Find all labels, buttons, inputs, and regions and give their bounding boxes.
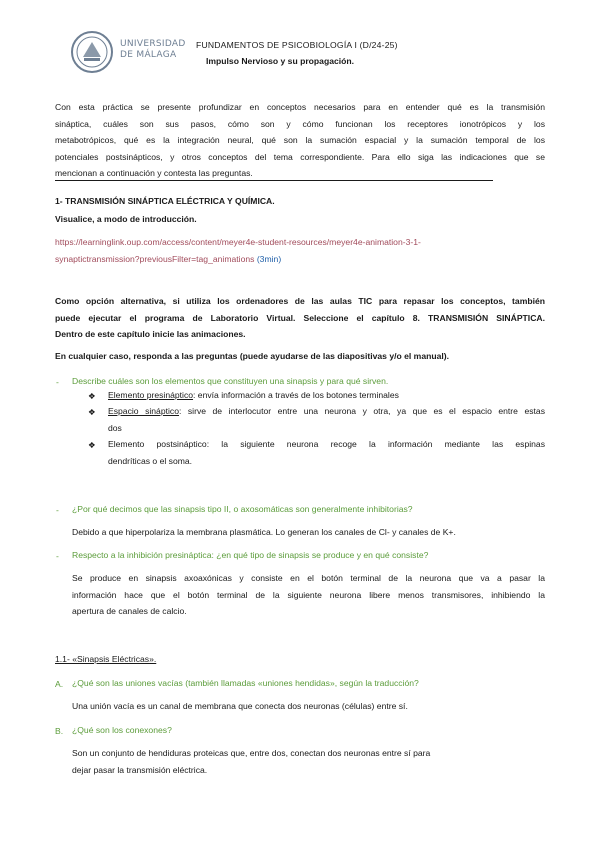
practice-subtitle: Impulso Nervioso y su propagación.: [206, 56, 355, 66]
q3-answer: Se produce en sinapsis axoaxónicas y consiste en el botón terminal de la neurona que va a pasar la información hace que el botón terminal de la siguiente neurona libere menos transmisores, inhibiendo la apertura de canales de calcio.: [72, 573, 545, 616]
qA-answer: Una unión vacía es un canal de membrana que conecta dos neuronas (células) entre sí.: [72, 701, 408, 711]
section-1-1-title: 1.1- «Sinapsis Eléctricas».: [55, 654, 157, 664]
answer-note: En cualquier caso, responda a las preguntas (puede ayudarse de las diapositivas y/o el manual).: [55, 351, 450, 361]
university-name: UNIVERSIDAD DE MÁLAGA: [120, 39, 186, 60]
qB-marker: B.: [55, 726, 64, 736]
qB-answer: Son un conjunto de hendiduras proteicas que, entre dos, conectan dos neuronas entre sí para dejar pasar la transmisión eléctrica.: [72, 748, 431, 775]
section-1-title: 1- TRANSMISIÓN SINÁPTICA ELÉCTRICA Y QUÍMICA.: [55, 196, 275, 206]
q2-question: ¿Por qué decimos que las sinapsis tipo II, o axosomáticas son generalmente inhibitorias?: [72, 504, 413, 514]
intro-paragraph: Con esta práctica se presente profundizar en conceptos necesarios para en entender qué es la transmisión sináptica, cuáles son sus pasos, cómo son y cómo funcionan los receptores ionotrópicos y los metabotrópicos, qué es la integración neural, qué son la sumación espacial y la sumación temporal de los potenciales postsinápticos, y otros conceptos del tema correspondiente. Para ello siga las indicaciones que se mencionan a continuación y contesta las preguntas.: [55, 102, 545, 178]
q3-question: Respecto a la inhibición presináptica: ¿en qué tipo de sinapsis se produce y en qué consiste?: [72, 550, 429, 560]
q2-answer: Debido a que hiperpolariza la membrana plasmática. Lo generan los canales de Cl- y canales de K+.: [72, 527, 456, 537]
q1-item-synaptic-space: Espacio sináptico: sirve de interlocutor entre una neurona y otra, ya que es el espacio entre estas dos: [108, 406, 545, 433]
q1-item-presynaptic: Elemento presináptico: envía información a través de los botones terminales: [108, 390, 399, 400]
q1-marker: -: [56, 377, 59, 387]
qA-marker: A.: [55, 679, 64, 689]
q3-marker: -: [56, 551, 59, 561]
course-title: FUNDAMENTOS DE PSICOBIOLOGÍA I (D/24-25): [196, 40, 398, 50]
bullet-diamond-icon: ❖: [88, 440, 96, 450]
q1-item-postsynaptic: Elemento postsináptico: la siguiente neurona recoge la información mediante las espinas dendríticas o el soma.: [108, 439, 545, 466]
university-logo: [70, 30, 190, 74]
separator-line: [55, 180, 493, 181]
qA-question: ¿Qué son las uniones vacías (también llamadas «uniones hendidas», según la traducción?: [72, 678, 419, 688]
visualize-instruction: Visualice, a modo de introducción.: [55, 214, 197, 224]
animation-link[interactable]: https://learninglink.oup.com/access/content/meyer4e-student-resources/meyer4e-animation-3-1- synaptictransmission?previousFilter=tag_animations (3min): [55, 237, 421, 264]
alternative-paragraph: Como opción alternativa, si utiliza los ordenadores de las aulas TIC para repasar los conceptos, también puede ejecutar el programa de Laboratorio Virtual. Seleccione el capítulo 8. TRANSMISIÓN SINÁPTICA. Dentro de este capítulo inicie las animaciones.: [55, 296, 545, 339]
qB-question: ¿Qué son los conexones?: [72, 725, 172, 735]
bullet-diamond-icon: ❖: [88, 407, 96, 417]
bullet-diamond-icon: ❖: [88, 391, 96, 401]
university-seal-icon: [70, 30, 114, 74]
q2-marker: -: [56, 505, 59, 515]
q1-question: Describe cuáles son los elementos que constituyen una sinapsis y para qué sirven.: [72, 376, 389, 386]
